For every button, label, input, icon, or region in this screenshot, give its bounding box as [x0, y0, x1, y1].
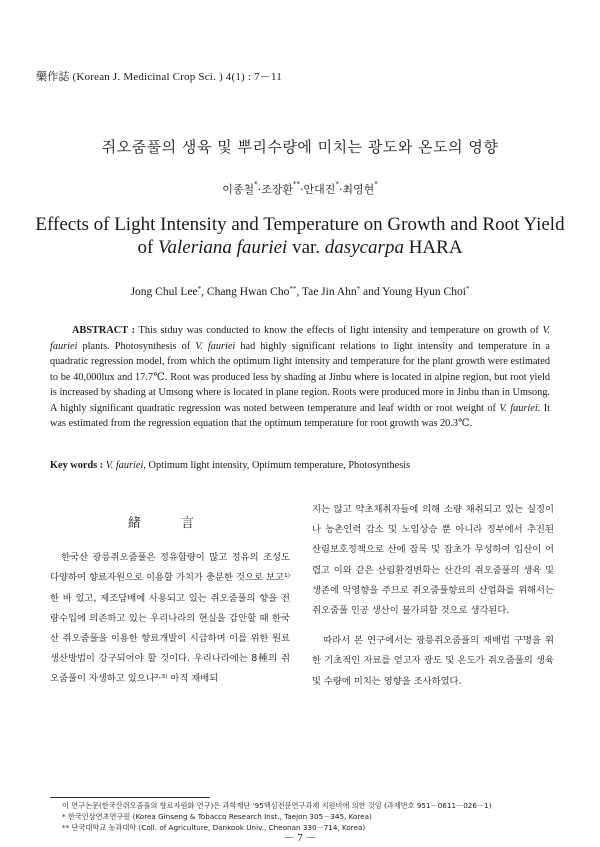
title-english [30, 213, 570, 259]
authors-korean [0, 181, 600, 197]
author-name-en: Tae Jin Ahn [301, 286, 357, 298]
journal-citation: 藥作誌 (Korean J. Medicinal Crop Sci. ) 4(1) : 7－11 [36, 71, 282, 83]
affiliation-mark: * [465, 285, 470, 293]
keywords [50, 460, 550, 471]
footnote-funding: 이 연구논문(한국산쥐오줌풀의 향료자원화 연구)은 과학재단 '95핵심전문연구과제 지원비에 의한 것임 (과제번호 951－0611－026－1) [62, 801, 492, 810]
abstract-text: This stduy was conducted to know the effects of light intensity and temperature on growth of [135, 325, 543, 336]
page-number: － 7 － [283, 832, 317, 844]
affiliation-mark: * [254, 180, 258, 188]
species-name: Valeriana fauriei [158, 237, 288, 258]
affiliation-mark: * [356, 285, 361, 293]
affiliation-mark: * [197, 285, 202, 293]
affiliation-mark: ** [289, 285, 297, 293]
affiliation-mark: * [335, 180, 339, 188]
author-name-en: Chang Hwan Cho [206, 286, 290, 298]
intro-left-column [50, 500, 290, 690]
variety-name: dasycarpa [324, 237, 404, 258]
title-english-line1: Effects of Light Intensity and Temperature on Growth and Root Yield [35, 214, 565, 235]
author-separator: · [257, 183, 262, 196]
title-korean: 쥐오줌풀의 생육 및 뿌리수량에 미치는 광도와 온도의 영향 [101, 138, 499, 156]
section-heading: 緒 言 [127, 516, 213, 531]
footnote-divider [50, 797, 210, 798]
abstract-text: It was estimated from the regression equation that the optimum temperature for root growth was 20.3℃. [50, 402, 550, 429]
abstract-text: had highly significant relations to light intensity and temperature in a quadratic regression model, from which the optimum light intensity and temperature for the plant growth were estimated to be 40,000lux and 17.7℃. Root was produced less by shading at Jinbu where is located in alpine region, but root yield is increased by shading at Umsong where is located in plane region. Roots were produced more in Jinbu than in Umsong. A highly significant quadratic regression was noted between temperature and leaf width or root weight of [50, 340, 550, 414]
author-name-ko: 최영현 [342, 183, 375, 196]
author-separator: · [300, 183, 304, 196]
intro-right-column [312, 500, 554, 692]
author-name-ko: 이종철 [222, 183, 255, 196]
affiliation-mark: * [374, 180, 378, 188]
intro-paragraph-1-cont: 지는 않고 약초채취자들에 의해 소량 채취되고 있는 실정이나 농촌인력 감소 및 노임상승 뿐 아니라 정부에서 추진된 산림보호정책으로 산에 잡목 및 잡초가 무성하여 입산이 어렵고 이와 같은 산림환경변화는 산간의 쥐오줌풀의 생육 및 생존에 악영향을 주므로 쥐오줌풀향료의 산업화를 위해서는 쥐오줌풀 인공 생산이 불가피할 것으로 생각된다. [312, 504, 554, 617]
footnote-affiliation-2: ** 단국대학교 농과대학 (Coll. of Agriculture, Dankook Univ., Cheonan 330－714, Korea) [62, 823, 366, 833]
intro-paragraph-1: 한국산 광릉쥐오줌풀은 정유함량이 많고 정유의 조성도 다양하여 향료자원으로 이용할 가치가 충분한 것으로 보고¹⁾한 바 있고, 제조담배에 사용되고 있는 쥐오줌풀의 향을 전량수입에 의존하고 있는 우리나라의 현실을 감안할 때 한국산 쥐오줌풀을 이용한 향료개발이 시급하며 이를 위한 원료생산방법이 강구되어야 할 것이다. 우리나라에는 8種의 쥐오줌풀이 자생하고 있으나²·³⁾ 아직 재배되 [50, 552, 290, 685]
keywords-text: Optimum light intensity, Optimum temperature, Photosynthesis [145, 460, 411, 471]
title-english-line2: of Valeriana fauriei var. dasycarpa HARA [137, 237, 463, 258]
author-separator: · [338, 183, 343, 196]
authors-english: Jong Chul Lee*, Chang Hwan Cho**, Tae Jin Ahn* and Young Hyun Choi* [130, 285, 470, 298]
abstract-species: V. fauriei. [499, 402, 541, 414]
author-name-ko: 안대진 [303, 183, 336, 196]
footnote-affiliation-1: * 한국인삼연초연구원 (Korea Ginseng & Tobacco Research Inst., Taejon 305－345, Korea) [62, 812, 372, 822]
keywords-label: Key words : [50, 460, 104, 471]
affiliation-mark: ** [293, 180, 300, 188]
author-name-en: Jong Chul Lee [130, 286, 198, 298]
author-name-ko: 조장환 [261, 183, 293, 196]
abstract-species: V. fauriei [50, 325, 550, 352]
abstract-body [50, 325, 550, 429]
abstract-text: plants. Photosynthesis of [77, 340, 196, 352]
intro-paragraph-2: 따라서 본 연구에서는 광릉쥐오줌풀의 재배법 구명을 위한 기초적인 자료를 얻고자 광도 및 온도가 쥐오줌풀의 생육 및 수량에 미치는 영향을 조사하였다. [312, 635, 554, 687]
abstract-label: ABSTRACT : [72, 325, 136, 336]
abstract-species: V. fauriei [195, 340, 236, 352]
keywords-italic: V. fauriei, [105, 460, 146, 471]
author-name-en: Young Hyun Choi [382, 286, 466, 298]
abstract [50, 323, 550, 432]
